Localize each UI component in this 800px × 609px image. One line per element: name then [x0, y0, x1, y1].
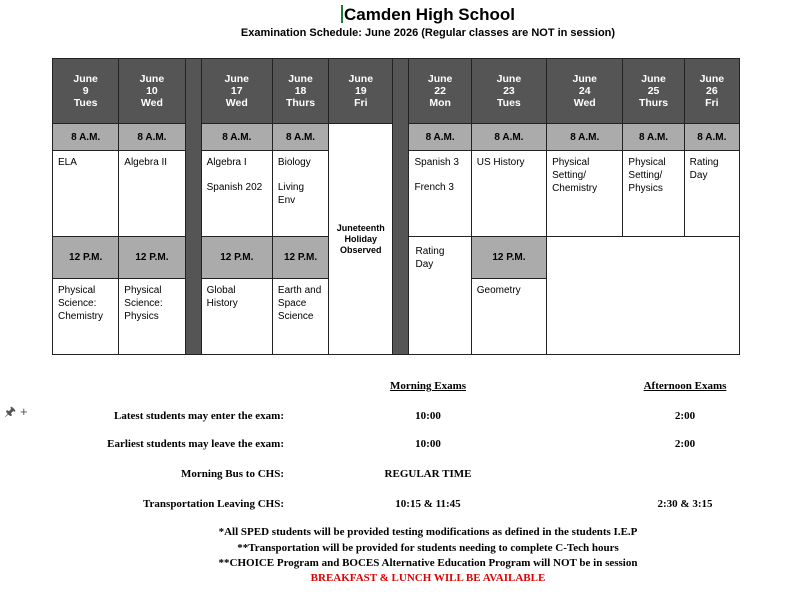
note-sped: *All SPED students will be provided testing modifications as defined in the students I.E.P	[218, 526, 638, 538]
day-header: June 26 Fri	[684, 59, 739, 124]
info-morning-value: 10:15 & 11:45	[395, 498, 461, 510]
time-slot: 8 A.M.	[623, 124, 684, 151]
week-separator	[393, 59, 409, 355]
school-title	[0, 5, 800, 25]
date-header-row	[53, 59, 740, 124]
time-slot: 8 A.M.	[547, 124, 623, 151]
info-label: Latest students may enter the exam:	[114, 410, 284, 422]
day-header: June 18 Thurs	[272, 59, 328, 124]
exam-cell: Algebra II	[119, 151, 185, 237]
note-breakfast-lunch: BREAKFAST & LUNCH WILL BE AVAILABLE	[310, 572, 546, 584]
day-header: June 17 Wed	[201, 59, 272, 124]
info-label: Earliest students may leave the exam:	[107, 438, 284, 450]
schedule-subtitle: Examination Schedule: June 2026 (Regular classes are NOT in session)	[240, 27, 616, 39]
time-slot: 12 P.M.	[53, 237, 119, 279]
time-slot: 8 A.M.	[409, 124, 471, 151]
day-header: June 25 Thurs	[623, 59, 684, 124]
exam-cell: Global History	[201, 279, 272, 355]
empty-cell	[547, 237, 740, 355]
time-slot: 8 A.M.	[53, 124, 119, 151]
morning-exams-header: Morning Exams	[389, 380, 467, 392]
holiday-cell: Juneteenth Holiday Observed	[329, 124, 393, 355]
note-choice-program: **CHOICE Program and BOCES Alternative Education Program will NOT be in session	[218, 557, 638, 569]
info-afternoon-value: 2:30 & 3:15	[657, 498, 713, 510]
day-header: June 23 Tues	[471, 59, 546, 124]
pin-icon[interactable]: 🖈	[4, 404, 17, 419]
exam-cell: US History	[471, 151, 546, 237]
exam-cell: Physical Setting/ Physics	[623, 151, 684, 237]
note-transportation: **Transportation will be provided for students needing to complete C-Tech hours	[237, 542, 619, 554]
day-header: June 10 Wed	[119, 59, 185, 124]
info-morning-value: 10:00	[415, 410, 441, 422]
afternoon-exams-header: Afternoon Exams	[643, 380, 727, 392]
time-slot: 8 A.M.	[471, 124, 546, 151]
day-header: June 24 Wed	[547, 59, 623, 124]
info-morning-value: REGULAR TIME	[384, 468, 472, 480]
exam-cell: Geometry	[471, 279, 546, 355]
time-slot: 12 P.M.	[119, 237, 185, 279]
exam-cell: Rating Day	[684, 151, 739, 237]
school-name: Camden High School	[344, 5, 515, 24]
exam-cell: Physical Science: Physics	[119, 279, 185, 355]
plus-icon[interactable]: +	[20, 404, 28, 419]
exam-cell: Spanish 3 French 3	[409, 151, 471, 237]
day-header: June 19 Fri	[329, 59, 393, 124]
exam-schedule-table	[52, 58, 740, 355]
info-label: Transportation Leaving CHS:	[143, 498, 284, 510]
time-slot: 8 A.M.	[119, 124, 185, 151]
text-cursor	[341, 5, 343, 23]
time-slot: 8 A.M.	[684, 124, 739, 151]
time-slot: 12 P.M.	[201, 237, 272, 279]
info-morning-value: 10:00	[415, 438, 441, 450]
time-slot: 12 P.M.	[272, 237, 328, 279]
time-slot: 12 P.M.	[471, 237, 546, 279]
week-separator	[185, 59, 201, 355]
exam-cell: Earth and Space Science	[272, 279, 328, 355]
time-slot: 8 A.M.	[272, 124, 328, 151]
exam-cell: Algebra I Spanish 202	[201, 151, 272, 237]
exam-cell: Physical Setting/ Chemistry	[547, 151, 623, 237]
day-header: June 22 Mon	[409, 59, 471, 124]
info-afternoon-value: 2:00	[674, 410, 696, 422]
day-header: June 9 Tues	[53, 59, 119, 124]
rating-day-cell: Rating Day	[409, 237, 471, 355]
exam-cell: Biology Living Env	[272, 151, 328, 237]
info-label: Morning Bus to CHS:	[181, 468, 284, 480]
time-slot: 8 A.M.	[201, 124, 272, 151]
exam-cell: Physical Science: Chemistry	[53, 279, 119, 355]
exam-cell: ELA	[53, 151, 119, 237]
info-afternoon-value: 2:00	[674, 438, 696, 450]
